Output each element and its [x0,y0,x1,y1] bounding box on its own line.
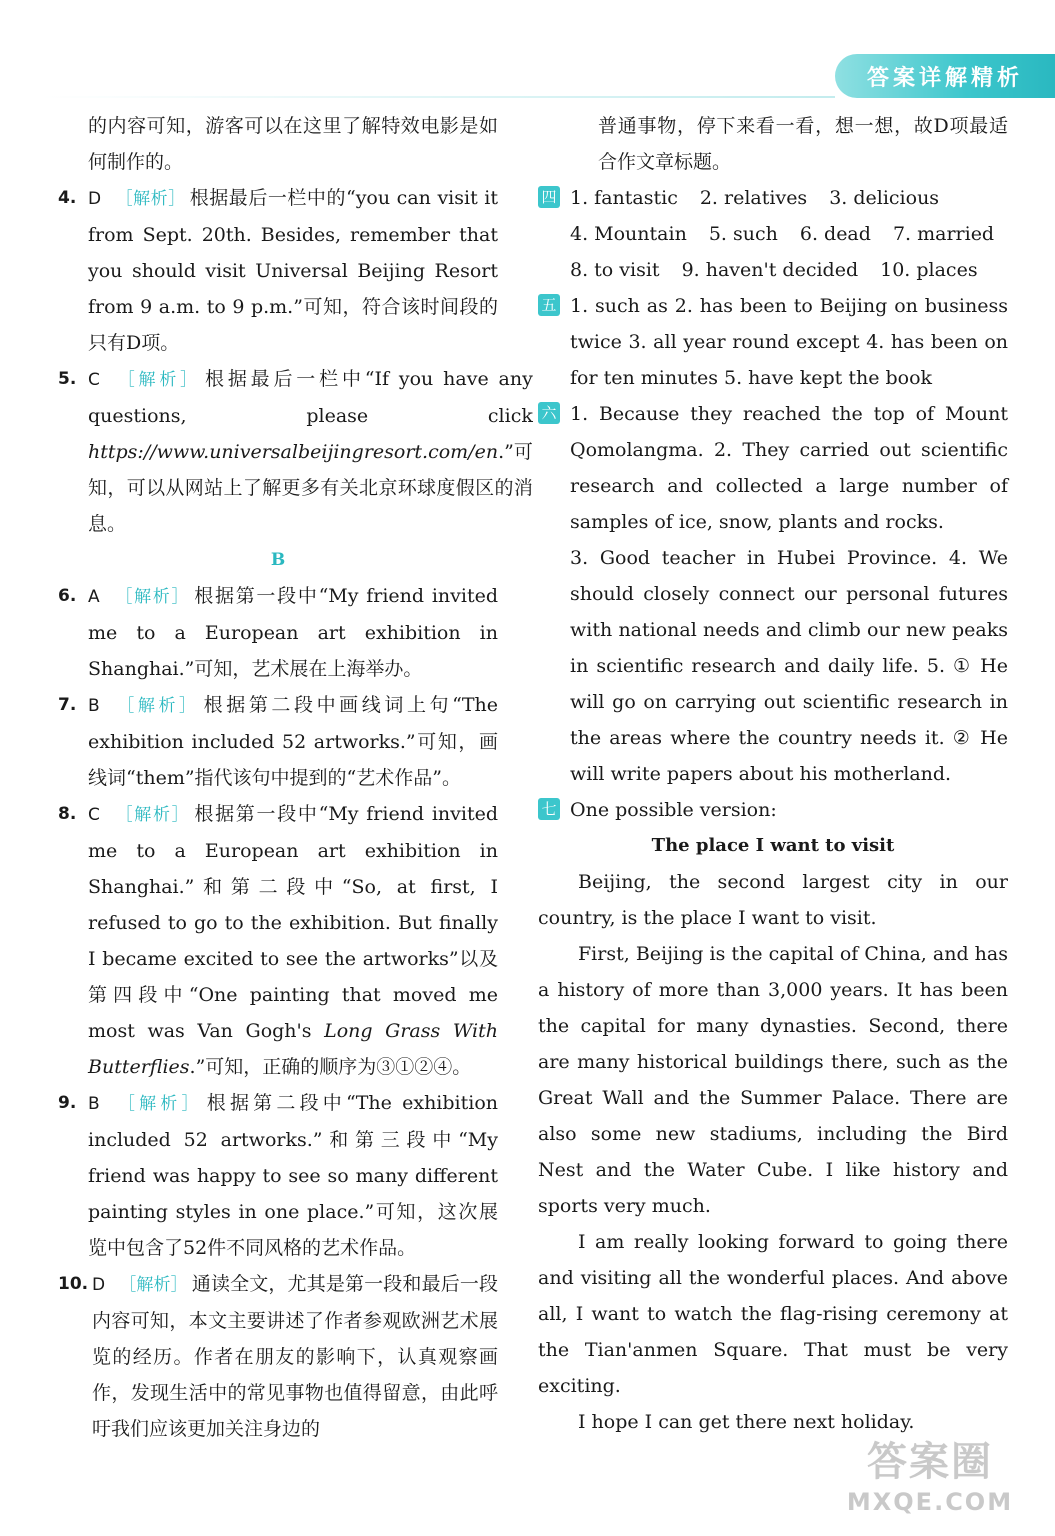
answer-line [570,216,1008,252]
section-qi [538,792,1008,828]
item-text: 根据第二段中“The exhibition included 52 artworks.”和第三段中“My friend was happy to see so many different painting styles in one place.”可知，这次展览中包含了52件不同风格的艺术作品。 [88,1092,499,1259]
answer-item-8 [58,796,498,1085]
website-url: https://www.universalbeijingresort.com/en [88,441,499,463]
item-number: 7. [58,695,77,715]
section-b-heading: B [270,550,286,570]
item-text-end: .”可知，可以从网站上了解更多有关北京环球度假区的消息。 [88,441,533,535]
answer-line [570,252,1008,288]
analysis-tag: ［解析］ [113,1094,203,1114]
item-answer: C [88,370,100,390]
answer: 8. to visit [570,259,660,281]
answer-line [570,180,1008,216]
analysis-tag: ［解析］ [113,696,200,716]
analysis-tag: ［解析］ [113,370,201,390]
analysis-tag: ［解析］ [115,189,186,209]
answer: 4. Mountain [570,223,687,245]
essay-lead: One possible version: [570,799,777,821]
section-badge: 七 [538,798,560,820]
section-badge: 四 [538,186,560,208]
answer-item-4 [58,180,498,361]
watermark-logo-text: 答案圈 [867,1439,993,1485]
section-liu [538,396,1008,792]
analysis-tag: ［解析］ [119,1275,188,1295]
item-text: 通读全文，尤其是第一段和最后一段内容可知，本文主要讲述了作者参观欧洲艺术展览的经历。作者在朋友的影响下，认真观察画作，发现生活中的常见事物也值得留意，由此呼吁我们应该更加关注身边的 [92,1273,498,1440]
header-title: 答案详解精析 [866,65,1023,91]
section-si [538,180,1008,288]
item-answer: D [88,189,102,209]
item-number: 9. [58,1093,77,1113]
watermark-url: MXQE.COM [846,1488,1014,1516]
painting-title: Long Grass With Butterflies [88,1020,498,1078]
item-text: 根据第一段中“My friend invited me to a European art exhibition in Shanghai.”和第二段中“So, at first, I refused to go to the exhibition. But finally I became excited to see the artworks”以及第四段中“One painting that moved me most was Van Gogh's [88,803,498,1042]
item-text: 根据第一段中“My friend invited me to a European art exhibition in Shanghai.”可知，艺术展在上海举办。 [88,585,499,680]
essay-paragraph: I hope I can get there next holiday. [578,1411,915,1433]
answer: 1. fantastic [570,187,678,209]
answer: 9. haven't decided [681,259,859,281]
section-text-2: 3. Good teacher in Hubei Province. 4. We should closely connect our personal futures with national needs and climb our new peaks in scientific research and daily life. 5. ① He will go on carrying out scientific research in the areas where the country needs it. ② He will write papers about his motherland. [570,547,1008,785]
section-badge: 六 [538,402,560,424]
item-text-end: .”可知，正确的顺序为③①②④。 [189,1056,472,1078]
section-text: 1. Because they reached the top of Mount Qomolangma. 2. They carried out scientific research and collected a large number of samples of ice, snow, plants and rocks. [570,403,1008,533]
answer: 5. such [708,223,778,245]
answer-item-6 [58,578,498,687]
answer: 10. places [880,259,978,281]
item-answer: A [88,587,100,607]
analysis-tag: ［解析］ [113,587,191,607]
section-wu [538,288,1008,396]
answer-item-7 [58,687,498,796]
site-watermark [835,1436,1025,1526]
left-intro: 的内容可知，游客可以在这里了解特效电影是如何制作的。 [88,115,498,173]
essay-paragraph: Beijing, the second largest city in our country, is the place I want to visit. [538,871,1008,929]
item-text: 根据最后一栏中“If you have any questions, please click [88,368,533,427]
essay-paragraph: First, Beijing is the capital of China, and has a history of more than 3,000 years. It has been the capital for many dynasties. Second, there are many historical buildings there, such as the Great Wall and the Summer Palace. There are also some new stadiums, including the Bird Nest and the Water Cube. I like history and sports very much. [538,943,1008,1217]
item-answer: B [88,1094,100,1114]
essay-title: The place I want to visit [651,835,895,856]
essay-paragraph: I am really looking forward to going there and visiting all the wonderful places. And above all, I want to watch the flag-rising ceremony at the Tian'anmen Square. That must be very exciting. [538,1231,1008,1397]
analysis-tag: ［解析］ [113,805,191,825]
header-tab [835,54,1055,98]
item-number: 8. [58,804,77,824]
header-divider [40,96,835,98]
section-text: 1. such as 2. has been to Beijing on business twice 3. all year round except 4. has been on for ten minutes 5. have kept the book [570,295,1008,389]
item-answer: B [88,696,100,716]
item-number: 5. [58,369,77,389]
answer: 2. relatives [699,187,808,209]
item-text: 根据最后一栏中的“you can visit it from Sept. 20th. Besides, remember that you should visit Universal Beijing Resort from 9 a.m. to 9 p.m.”可知，符合该时间段的只有D项。 [88,187,499,354]
answer: 3. delicious [829,187,940,209]
item-answer: C [88,805,100,825]
item-number: 10. [58,1274,89,1294]
answer-item-5 [58,361,533,542]
item-answer: D [92,1275,106,1295]
answer-item-10 [58,1266,498,1447]
item-number: 6. [58,586,77,606]
right-column [538,108,1008,1440]
answer: 6. dead [799,223,871,245]
item-number: 4. [58,188,77,208]
section-badge: 五 [538,294,560,316]
right-intro: 普通事物，停下来看一看，想一想，故D项最适合作文章标题。 [598,115,1008,173]
answer: 7. married [892,223,995,245]
answer-item-9 [58,1085,498,1266]
left-column [58,108,533,1447]
item-text: 根据第二段中画线词上句“The exhibition included 52 artworks.”可知，画线词“them”指代该句中提到的“艺术作品”。 [88,694,499,789]
